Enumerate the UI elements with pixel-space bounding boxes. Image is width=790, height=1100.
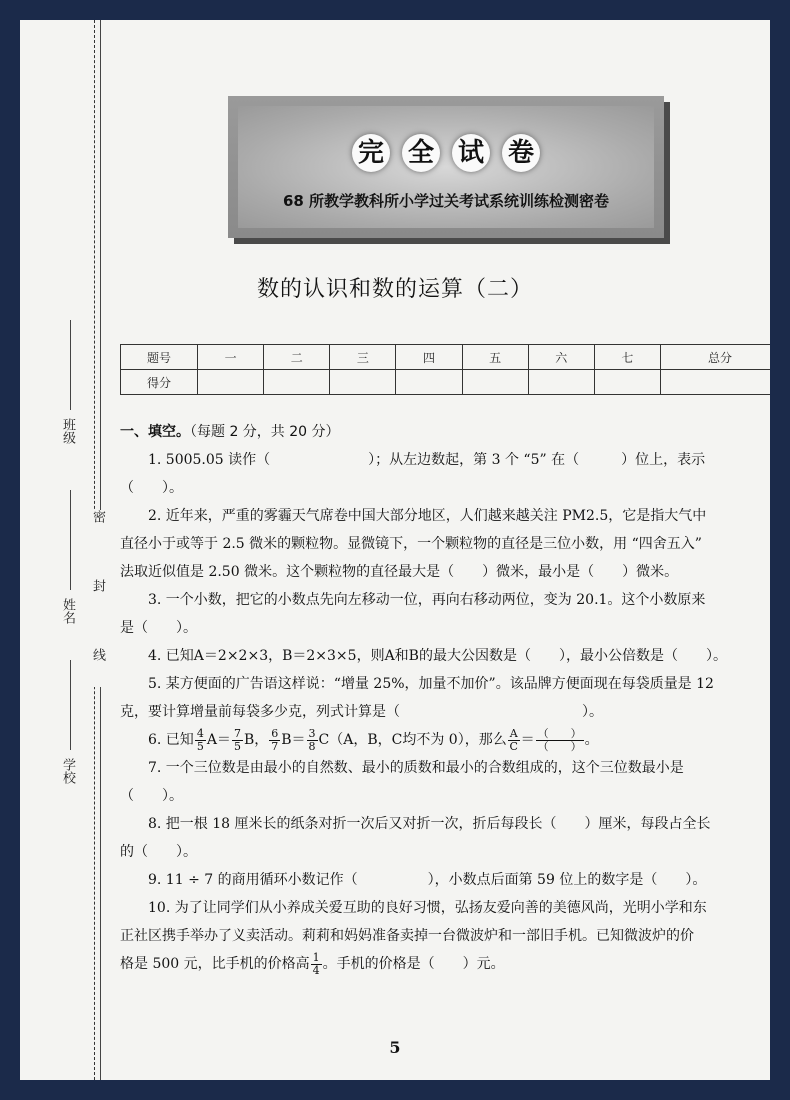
fraction-numerator: 6 <box>271 726 279 740</box>
question-line: 4. 已知A＝2×2×3，B＝2×3×5，则A和B的最大公因数是（ ），最小公倍数是（ ）。 <box>148 648 727 664</box>
q6-text: B＝ <box>281 732 306 748</box>
score-header-cell: 四 <box>396 345 462 370</box>
fraction-denominator: 4 <box>312 963 320 977</box>
question-section <box>120 418 770 978</box>
score-cell[interactable] <box>264 370 330 395</box>
q6-text: ＝ <box>520 732 535 748</box>
score-header-cell: 三 <box>330 345 396 370</box>
question-line: 3. 一个小数，把它的小数点先向左移动一位，再向右移动两位，变为 20.1。这个小数原来 <box>148 592 706 608</box>
school-label: 学校 <box>60 758 75 784</box>
fraction-denominator: 7 <box>271 739 279 753</box>
fraction-denominator: 5 <box>196 739 204 753</box>
score-header-cell: 六 <box>528 345 594 370</box>
fraction-numerator: A <box>509 726 518 740</box>
name-label: 姓名 <box>60 598 75 624</box>
fraction <box>508 728 520 753</box>
question-line: 是（ ）。 <box>120 620 197 636</box>
question-6 <box>120 726 770 754</box>
score-header-cell: 五 <box>462 345 528 370</box>
fraction <box>269 728 280 753</box>
q6-text: B， <box>243 732 269 748</box>
class-label: 班级 <box>60 418 75 444</box>
name-fill-line <box>70 490 71 590</box>
score-table <box>120 344 770 395</box>
question-line: 法取近似值是 2.50 微米。这个颗粒物的直径最大是（ ）微米，最小是（ ）微米。 <box>120 564 679 580</box>
fraction-denominator: 5 <box>233 739 241 753</box>
question-line: 的（ ）。 <box>120 844 197 860</box>
title-banner <box>228 96 664 238</box>
banner-chars <box>238 134 654 172</box>
question-10-last <box>120 950 770 978</box>
question-line: （ ）。 <box>120 480 183 496</box>
score-row-label: 得分 <box>121 370 198 395</box>
question-line: 正社区携手举办了义卖活动。莉莉和妈妈准备卖掉一台微波炉和一部旧手机。已知微波炉的价 <box>120 928 694 944</box>
section-name: 一、填空。 <box>120 424 190 440</box>
score-header-cell: 七 <box>594 345 660 370</box>
score-value-row <box>121 370 771 395</box>
fraction-numerator: 1 <box>312 950 320 964</box>
score-header-cell: 二 <box>264 345 330 370</box>
fraction <box>311 952 322 977</box>
banner-panel <box>238 106 654 228</box>
section-note: （每题 2 分，共 20 分） <box>190 424 340 440</box>
class-fill-line <box>70 320 71 410</box>
q10-text: 。手机的价格是（ ）元。 <box>322 956 505 972</box>
question-line: 5. 某方便面的广告语这样说：“增量 25%，加量不加价”。该品牌方便面现在每袋质量是 12 <box>148 676 714 692</box>
score-cell[interactable] <box>396 370 462 395</box>
fraction-denominator: C <box>509 739 518 753</box>
score-header-cell: 一 <box>198 345 264 370</box>
page-number: 5 <box>389 1038 401 1057</box>
score-cell[interactable] <box>330 370 396 395</box>
fraction <box>232 728 243 753</box>
question-line: 10. 为了让同学们从小养成关爱互助的良好习惯，弘扬友爱向善的美德风尚，光明小学和东 <box>148 900 707 916</box>
question-line: （ ）。 <box>120 788 183 804</box>
fraction-denominator: 8 <box>308 739 316 753</box>
banner-char: 卷 <box>502 134 540 172</box>
fraction-numerator: 4 <box>196 726 204 740</box>
fraction-numerator: （ ） <box>537 726 582 740</box>
question-line: 克，要计算增量前每袋多少克，列式计算是（ ）。 <box>120 704 603 720</box>
fraction-denominator: （ ） <box>537 739 582 753</box>
page-title: 数的认识和数的运算（二） <box>256 277 533 302</box>
question-line: 8. 把一根 18 厘米长的纸条对折一次后又对折一次，折后每段长（ ）厘米，每段占全长 <box>148 816 711 832</box>
banner-subtitle: 68 所教学教科所小学过关考试系统训练检测密卷 <box>282 192 610 210</box>
question-line: 9. 11 ÷ 7 的商用循环小数记作（ ），小数点后面第 59 位上的数字是（ ）。 <box>148 872 707 888</box>
q6-text: C（A，B，C均不为 0），那么 <box>318 732 507 748</box>
score-header-cell: 题号 <box>121 345 198 370</box>
q6-text: 6. 已知 <box>148 732 194 748</box>
score-cell[interactable] <box>198 370 264 395</box>
fraction-numerator: 3 <box>308 726 316 740</box>
fraction-numerator: 7 <box>233 726 241 740</box>
question-line: 直径小于或等于 2.5 微米的颗粒物。显微镜下，一个颗粒物的直径是三位小数，用 “四舍五入” <box>120 536 702 552</box>
fraction <box>307 728 318 753</box>
banner-char: 全 <box>402 134 440 172</box>
question-line: 1. 5005.05 读作（ ）；从左边数起，第 3 个 “5” 在（ ）位上，表示 <box>148 452 706 468</box>
banner-char: 完 <box>352 134 390 172</box>
score-header-row <box>121 345 771 370</box>
score-cell[interactable] <box>528 370 594 395</box>
score-cell[interactable] <box>594 370 660 395</box>
seal-line-text: 密 封 线 <box>90 510 105 688</box>
score-cell[interactable] <box>462 370 528 395</box>
q10-text: 格是 500 元，比手机的价格高 <box>120 956 310 972</box>
exam-page <box>20 20 770 1080</box>
score-header-cell: 总分 <box>660 345 770 370</box>
section-heading <box>120 418 770 446</box>
answer-fraction[interactable] <box>536 728 584 753</box>
fraction <box>195 728 206 753</box>
q6-text: 。 <box>584 732 599 748</box>
question-line: 2. 近年来，严重的雾霾天气席卷中国大部分地区，人们越来越关注 PM2.5，它是指大气中 <box>148 508 707 524</box>
banner-char: 试 <box>452 134 490 172</box>
school-fill-line <box>70 660 71 750</box>
q6-text: A＝ <box>206 732 231 748</box>
question-line: 7. 一个三位数是由最小的自然数、最小的质数和最小的合数组成的，这个三位数最小是 <box>148 760 684 776</box>
score-cell[interactable] <box>660 370 770 395</box>
